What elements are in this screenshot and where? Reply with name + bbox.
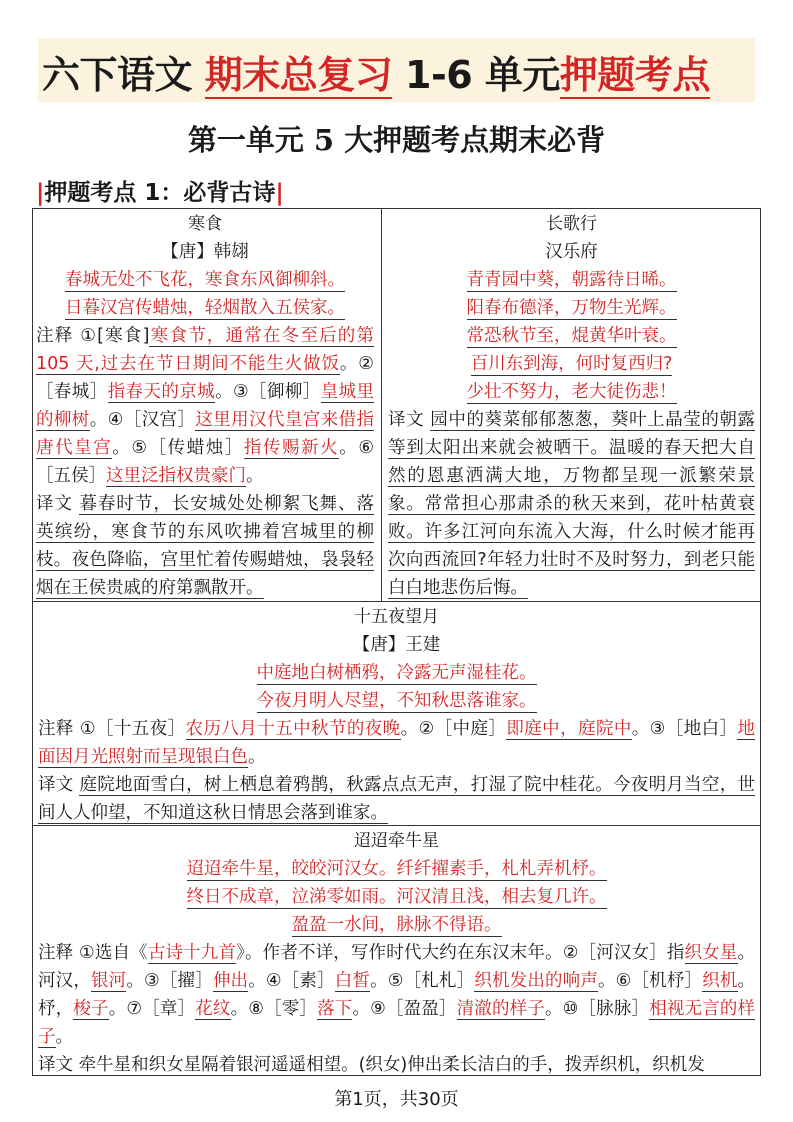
title-part-review: 期末总复习 xyxy=(204,53,393,97)
translation-label: 译文 xyxy=(36,494,73,514)
poem-title: 寒食 xyxy=(188,214,222,234)
poem-notes: 注释 ①选自《古诗十九首》。作者不详，写作时代大约在东汉末年。②［河汉女］指织女星。河汉，银河。③［擢］伸出。④［素］白皙。⑤［札札］织机发出的响声。⑥［机杼］织机。杼，梭子。⑦［章］花纹。⑧［零］落下。⑨［盈盈］清澈的样子。⑩［脉脉］相视无言的样子。 xyxy=(38,943,756,1047)
poem-author: 【唐】王建 xyxy=(352,635,441,655)
section-bar-left: | xyxy=(36,180,45,206)
poem-line: 日暮汉宫传蜡烛，轻烟散入五侯家。 xyxy=(65,298,345,318)
note-label: 注释 xyxy=(38,943,74,963)
poem-translation: 译文 暮春时节，长安城处处柳絮飞舞、落英缤纷，寒食节的东风吹拂着宫城里的柳枝。夜色降临，宫里忙着传赐蜡烛，袅袅轻烟在王侯贵戚的府第飘散开。 xyxy=(36,494,374,598)
title-part-units: 1-6 单元 xyxy=(405,53,560,97)
section-heading xyxy=(36,174,284,207)
poem-cell-tiaotiao xyxy=(38,827,755,1079)
poem-line: 百川东到海，何时复西归? xyxy=(470,354,673,374)
title-part-grade: 六下语文 xyxy=(42,53,193,97)
poem-author: 汉乐府 xyxy=(545,242,598,262)
section-bar-right: | xyxy=(275,180,284,206)
note-label: 注释 xyxy=(36,326,74,346)
poem-translation: 译文 庭院地面雪白，树上栖息着鸦鹊，秋露点点无声，打湿了院中桂花。今夜明月当空，世间人人仰望，不知道这秋日情思会落到谁家。 xyxy=(38,775,755,823)
poem-cell-hanshi xyxy=(36,210,374,602)
translation-label: 译文 xyxy=(38,1055,73,1075)
translation-label: 译文 xyxy=(388,410,425,430)
poem-line: 阳春布德泽，万物生光辉。 xyxy=(466,298,677,318)
page-title xyxy=(42,44,710,99)
poem-notes: 注释 ①［十五夜］农历八月十五中秋节的夜晚。②［中庭］即庭中，庭院中。③［地白］地面因月光照射而呈现银白色。 xyxy=(38,719,755,767)
translation-label: 译文 xyxy=(38,775,74,795)
poem-line: 少壮不努力，老大徒伤悲！ xyxy=(466,382,677,402)
poem-title: 迢迢牵牛星 xyxy=(354,831,439,851)
poem-translation: 译文 园中的葵菜郁郁葱葱，葵叶上晶莹的朝露等到太阳出来就会被晒干。温暖的春天把大自然的恩惠洒满大地，万物都呈现一派繁荣景象。常常担心那肃杀的秋天来到，花叶枯黄衰败。许多江河向东流入大海，什么时候才能再次向西流回?年轻力壮时不及时努力，到老只能白白地悲伤后悔。 xyxy=(388,410,756,598)
poem-line: 春城无处不飞花，寒食东风御柳斜。 xyxy=(65,270,345,290)
poem-title: 长歌行 xyxy=(546,214,597,234)
title-part-points: 押题考点 xyxy=(559,53,710,97)
poem-author: 【唐】韩翃 xyxy=(161,242,249,262)
note-label: 注释 xyxy=(38,719,74,739)
poem-line: 中庭地白树栖鸦，冷露无声湿桂花。 xyxy=(256,663,537,683)
table-divider-vertical xyxy=(381,208,382,602)
poem-line: 盈盈一水间，脉脉不得语。 xyxy=(291,915,502,935)
poem-translation: 译文 牵牛星和织女星隔着银河遥遥相望。(织女)伸出柔长洁白的手，拨弄织机，织机发 xyxy=(38,1055,705,1075)
poem-title: 十五夜望月 xyxy=(354,607,439,627)
poem-line: 今夜月明人尽望，不知秋思落谁家。 xyxy=(256,691,537,711)
poem-line: 青青园中葵，朝露待日晞。 xyxy=(466,270,677,290)
unit-subtitle: 第一单元 5 大押题考点期末必背 xyxy=(187,123,606,157)
poem-cell-shiwuye xyxy=(38,603,755,827)
poem-cell-changgexing xyxy=(388,210,755,602)
poem-line: 迢迢牵牛星，皎皎河汉女。纤纤擢素手，札札弄机杼。 xyxy=(186,859,607,879)
section-label: 押题考点 1：必背古诗 xyxy=(44,180,276,206)
poem-notes: 注释 ①[寒食]寒食节，通常在冬至后的第 105 天,过去在节日期间不能生火做饭。②［春城］指春天的京城。③［御柳］皇城里的柳树。④［汉宫］这里用汉代皇宫来借指唐代皇宫。⑤［传蜡烛］指传赐新火。⑥［五侯］这里泛指权贵豪门。 xyxy=(36,326,375,486)
poem-line: 常恐秋节至，焜黄华叶衰。 xyxy=(466,326,677,346)
poem-line: 终日不成章，泣涕零如雨。河汉清且浅，相去复几许。 xyxy=(186,887,607,907)
page-number: 第1页，共30页 xyxy=(334,1089,459,1110)
